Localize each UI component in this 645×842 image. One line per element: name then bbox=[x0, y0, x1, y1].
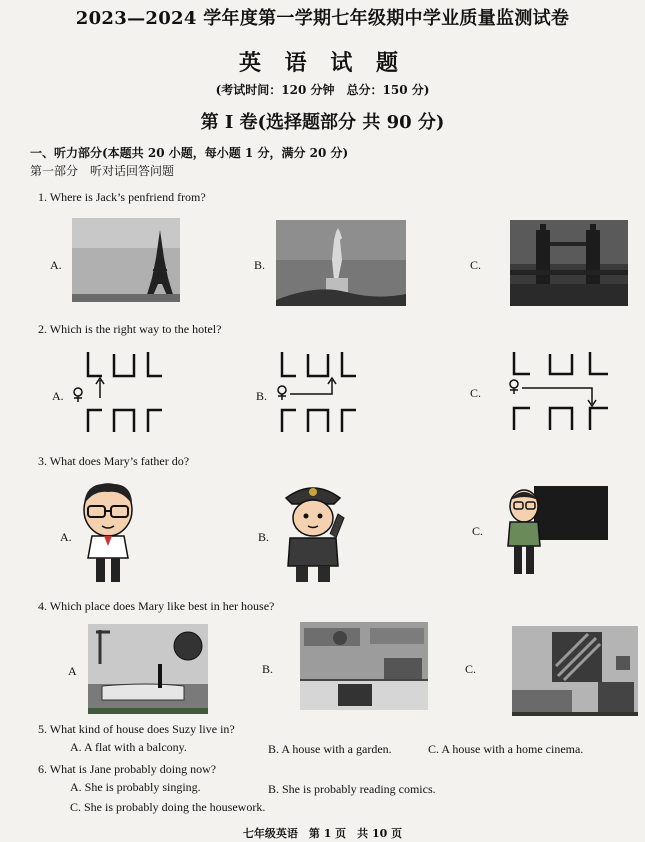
route-map-b bbox=[268, 346, 378, 438]
option-6a: A. She is probably singing. bbox=[70, 780, 201, 794]
option-4c-label: C. bbox=[465, 662, 477, 676]
option-3c-label: C. bbox=[472, 524, 484, 538]
section-title: 一、听力部分(本题共 20 小题，每小题 1 分，满分 20 分) bbox=[30, 146, 349, 160]
eiffel-tower-image bbox=[72, 218, 180, 302]
question-1: 1. Where is Jack’s penfriend from? bbox=[38, 190, 206, 204]
option-6b: B. She is probably reading comics. bbox=[268, 782, 436, 796]
question-5: 5. What kind of house does Suzy live in? bbox=[38, 722, 235, 736]
bathroom-image bbox=[88, 624, 208, 714]
option-6c: C. She is probably doing the housework. bbox=[70, 800, 266, 814]
option-5b: B. A house with a garden. bbox=[268, 742, 392, 756]
teacher-image bbox=[506, 484, 610, 576]
part-title: 第一部分 听对话回答问题 bbox=[30, 164, 175, 178]
question-4: 4. Which place does Mary like best in her house? bbox=[38, 599, 275, 613]
exam-title: 2023—2024 学年度第一学期七年级期中学业质量监测试卷 bbox=[75, 8, 570, 29]
option-1a-label: A. bbox=[50, 258, 62, 272]
option-2a-label: A. bbox=[52, 389, 64, 403]
question-6: 6. What is Jane probably doing now? bbox=[38, 762, 217, 776]
option-2c-label: C. bbox=[470, 386, 482, 400]
living-room-image bbox=[512, 626, 638, 716]
police-officer-image bbox=[278, 478, 348, 584]
subject-title: 英 语 试 题 bbox=[239, 50, 406, 76]
option-5c: C. A house with a home cinema. bbox=[428, 742, 584, 756]
tower-bridge-image bbox=[510, 220, 628, 306]
option-3b-label: B. bbox=[258, 530, 270, 544]
option-1b-label: B. bbox=[254, 258, 266, 272]
route-map-a bbox=[64, 346, 174, 438]
kitchen-image bbox=[300, 622, 428, 710]
option-5a: A. A flat with a balcony. bbox=[70, 740, 187, 754]
question-3: 3. What does Mary’s father do? bbox=[38, 454, 190, 468]
exam-info: (考试时间：120 分钟 总分：150 分) bbox=[215, 83, 430, 97]
option-2b-label: B. bbox=[256, 389, 268, 403]
question-2: 2. Which is the right way to the hotel? bbox=[38, 322, 222, 336]
doctor-image bbox=[76, 480, 140, 584]
option-3a-label: A. bbox=[60, 530, 72, 544]
volume-title: 第 I 卷(选择题部分 共 90 分) bbox=[200, 112, 445, 133]
option-1c-label: C. bbox=[470, 258, 482, 272]
statue-of-liberty-image bbox=[276, 220, 406, 306]
page-footer: 七年级英语 第 1 页 共 10 页 bbox=[242, 827, 403, 840]
option-4a-label: A bbox=[68, 664, 77, 678]
option-4b-label: B. bbox=[262, 662, 274, 676]
route-map-c bbox=[500, 346, 620, 438]
